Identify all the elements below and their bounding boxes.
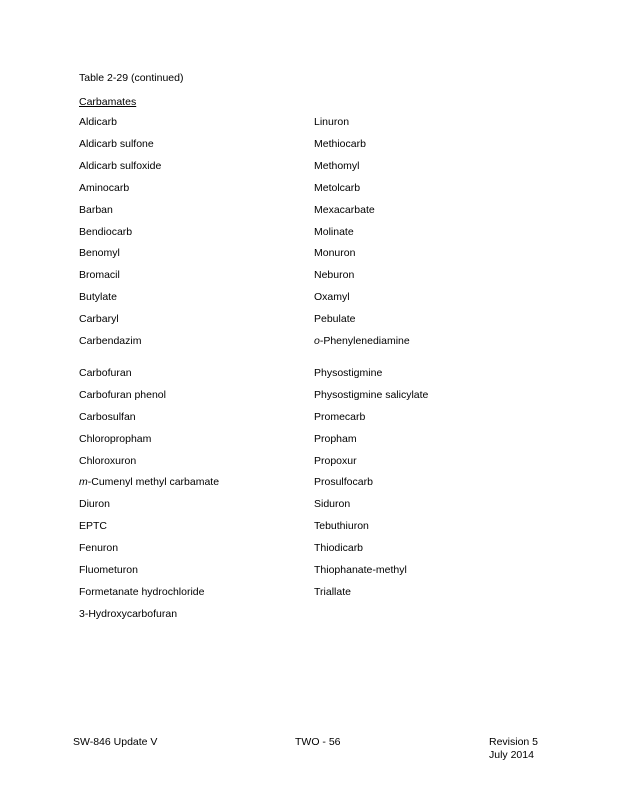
compound-text: Pebulate: [314, 313, 356, 326]
compound-name: [79, 520, 107, 532]
compound-name: [314, 586, 351, 598]
compound-text: Carbendazim: [79, 335, 142, 347]
compound-text: Oxamyl: [314, 291, 350, 304]
compound-name: [79, 182, 129, 194]
compound-text: Butylate: [79, 291, 117, 304]
compound-name: [314, 389, 428, 401]
compound-text: Aldicarb sulfoxide: [79, 159, 162, 172]
compound-text: Mexacarbate: [314, 203, 375, 216]
compound-name: [79, 608, 177, 620]
compound-name: [314, 520, 369, 532]
compound-text: Triallate: [314, 585, 351, 598]
table-title: Table 2-29 (continued): [79, 72, 184, 84]
compound-name: [314, 291, 350, 303]
compound-text: 3-Hydroxycarbofuran: [79, 607, 178, 620]
compound-name: [314, 204, 375, 216]
compound-text: Siduron: [314, 498, 351, 511]
compound-prefix: m: [79, 476, 88, 489]
compound-name: [314, 411, 365, 423]
compound-text: Chloropropham: [79, 432, 152, 445]
compound-name: [79, 542, 118, 554]
compound-name: [79, 564, 138, 576]
compound-name: [314, 160, 360, 172]
compound-name: [79, 335, 141, 347]
compound-text: Methiocarb: [314, 137, 366, 150]
compound-name: [314, 564, 407, 576]
compound-text: Propham: [314, 432, 357, 445]
compound-text: Benomyl: [79, 247, 120, 260]
compound-name: [314, 138, 366, 150]
compound-name: [79, 411, 136, 423]
compound-name: [79, 269, 120, 281]
compound-text: Propoxur: [314, 454, 357, 467]
compound-text: Fluometuron: [79, 564, 138, 576]
compound-name: [314, 335, 410, 347]
compound-name: [79, 313, 119, 325]
compound-text: Carbosulfan: [79, 410, 136, 423]
compound-text: Thiodicarb: [314, 542, 364, 555]
compound-name: [79, 160, 161, 172]
compound-name: [79, 389, 166, 401]
compound-text: Neburon: [314, 269, 355, 282]
compound-name: [79, 116, 117, 128]
compound-name: [79, 498, 110, 510]
compound-text: -Phenylenediamine: [319, 335, 410, 347]
compound-name: [314, 476, 373, 488]
compound-text: Carbofuran: [79, 366, 132, 379]
compound-text: Methomyl: [314, 159, 360, 172]
compound-prefix: o: [314, 335, 320, 347]
compound-text: Fenuron: [79, 542, 119, 555]
compound-text: Physostigmine: [314, 366, 383, 379]
section-heading-carbamates: Carbamates: [79, 96, 137, 108]
compound-text: -Cumenyl methyl carbamate: [87, 476, 220, 489]
compound-text: Barban: [79, 203, 113, 216]
compound-text: Formetanate hydrochloride: [79, 585, 205, 598]
compound-name: [79, 138, 154, 150]
compound-name: [79, 367, 132, 379]
compound-text: Prosulfocarb: [314, 476, 373, 489]
compound-name: [79, 433, 151, 445]
compound-text: Carbofuran phenol: [79, 388, 166, 401]
compound-name: [314, 182, 360, 194]
compound-name: [79, 291, 117, 303]
compound-name: [314, 542, 363, 554]
compound-text: Tebuthiuron: [314, 520, 369, 533]
compound-text: Diuron: [79, 498, 110, 511]
compound-name: [79, 247, 120, 259]
compound-text: Aldicarb sulfone: [79, 137, 154, 150]
compound-text: Carbaryl: [79, 313, 119, 326]
compound-name: [314, 313, 355, 325]
compound-name: [79, 204, 113, 216]
compound-name: [314, 455, 357, 467]
compound-name: [314, 269, 354, 281]
compound-name: [314, 247, 355, 259]
compound-text: Linuron: [314, 116, 350, 128]
compound-name: [79, 586, 204, 598]
compound-name: [79, 226, 132, 238]
compound-name: [314, 226, 354, 238]
footer-document-id: SW-846 Update V: [73, 736, 158, 748]
compound-text: Aldicarb: [79, 116, 117, 128]
footer-page-number: TWO - 56: [295, 736, 341, 748]
compound-text: Monuron: [314, 247, 356, 260]
compound-text: Aminocarb: [79, 181, 130, 194]
footer-revision-date: July 2014: [489, 749, 534, 761]
compound-text: Thiophanate-methyl: [314, 564, 407, 576]
compound-name: [314, 116, 349, 128]
footer-revision: [489, 736, 538, 762]
compound-text: EPTC: [79, 520, 108, 533]
footer-revision-number: Revision 5: [489, 736, 539, 748]
compound-text: Bendiocarb: [79, 225, 133, 238]
compound-text: Chloroxuron: [79, 454, 137, 467]
compound-name: [79, 476, 219, 488]
compound-text: Molinate: [314, 225, 354, 238]
compound-name: [79, 455, 136, 467]
compound-name: [314, 433, 357, 445]
compound-text: Metolcarb: [314, 181, 361, 194]
compound-text: Physostigmine salicylate: [314, 388, 429, 401]
compound-name: [314, 498, 350, 510]
compound-name: [314, 367, 382, 379]
compound-text: Bromacil: [79, 269, 120, 282]
compound-text: Promecarb: [314, 410, 366, 423]
